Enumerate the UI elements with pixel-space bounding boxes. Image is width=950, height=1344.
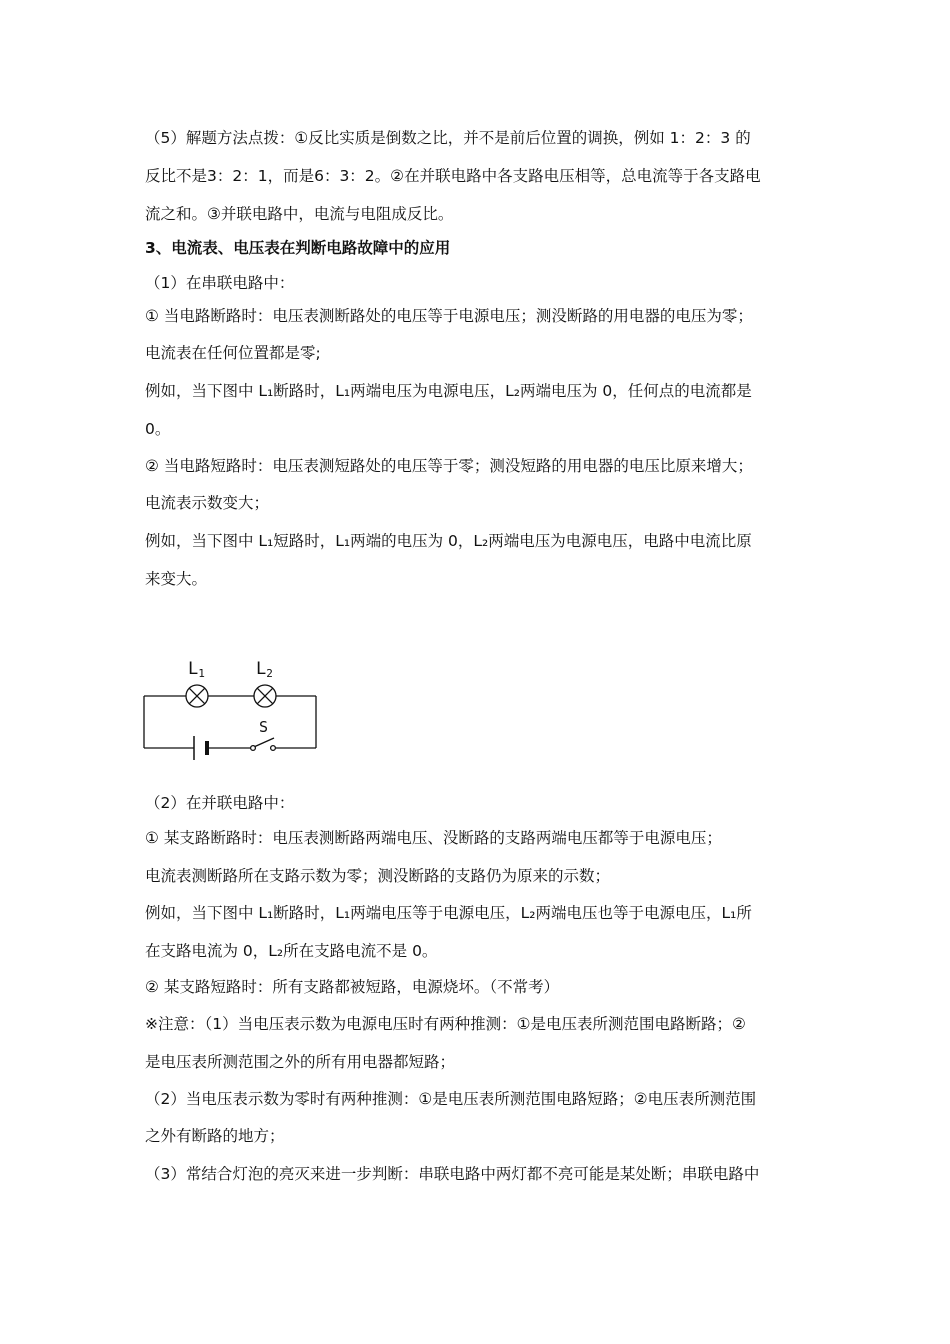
text-line: （1）在串联电路中： <box>145 274 295 292</box>
text-line: 0。 <box>145 420 171 438</box>
lamp-l2-label: L2 <box>256 659 273 680</box>
text-line: 例如，当下图中 L₁断路时，L₁两端电压等于电源电压，L₂两端电压也等于电源电压，L₁所 <box>145 904 752 922</box>
switch-icon <box>251 738 276 750</box>
series-circuit-diagram <box>130 652 330 762</box>
lamp-l1-label: L1 <box>188 659 205 680</box>
text-line: 电流表示数变大； <box>145 494 270 512</box>
text-line: ① 某支路断路时：电压表测断路两端电压、没断路的支路两端电压都等于电源电压； <box>145 829 722 847</box>
text-line: 电流表测断路所在支路示数为零；测没断路的支路仍为原来的示数； <box>145 867 611 885</box>
text-line: ② 当电路短路时：电压表测短路处的电压等于零；测没短路的用电器的电压比原来增大； <box>145 457 753 475</box>
battery-icon <box>194 736 207 760</box>
text-line: （5）解题方法点拨：①反比实质是倒数之比，并不是前后位置的调换，例如 1：2：3 的 <box>145 129 751 147</box>
text-line: （3）常结合灯泡的亮灭来进一步判断：串联电路中两灯都不亮可能是某处断；串联电路中 <box>145 1165 760 1183</box>
section-heading: 3、电流表、电压表在判断电路故障中的应用 <box>145 239 451 257</box>
text-line: 电流表在任何位置都是零; <box>145 344 321 362</box>
text-line: 反比不是3：2：1，而是6：3：2。②在并联电路中各支路电压相等，总电流等于各支路电 <box>145 167 761 185</box>
text-line: （2）在并联电路中： <box>145 794 295 812</box>
text-line: 来变大。 <box>145 570 208 588</box>
text-line: 在支路电流为 0，L₂所在支路电流不是 0。 <box>145 942 438 960</box>
text-line: 是电压表所测范围之外的所有用电器都短路； <box>145 1053 456 1071</box>
text-line: （2）当电压表示数为零时有两种推测：①是电压表所测范围电路短路；②电压表所测范围 <box>145 1090 757 1108</box>
text-line: 流之和。③并联电路中，电流与电阻成反比。 <box>145 205 454 223</box>
text-line: ① 当电路断路时：电压表测断路处的电压等于电源电压；测没断路的用电器的电压为零； <box>145 307 753 325</box>
lamp-l2-icon <box>254 685 276 707</box>
text-line: 例如，当下图中 L₁短路时，L₁两端的电压为 0，L₂两端电压为电源电压，电路中电流比原 <box>145 532 752 550</box>
text-line: 之外有断路的地方； <box>145 1127 285 1145</box>
text-line: 例如，当下图中 L₁断路时，L₁两端电压为电源电压，L₂两端电压为 0，任何点的电流都是 <box>145 382 752 400</box>
text-line: ※注意：（1）当电压表示数为电源电压时有两种推测：①是电压表所测范围电路断路；② <box>145 1015 746 1033</box>
switch-label: S <box>259 718 269 736</box>
lamp-l1-icon <box>186 685 208 707</box>
text-line: ② 某支路短路时：所有支路都被短路，电源烧坏。（不常考） <box>145 978 560 996</box>
